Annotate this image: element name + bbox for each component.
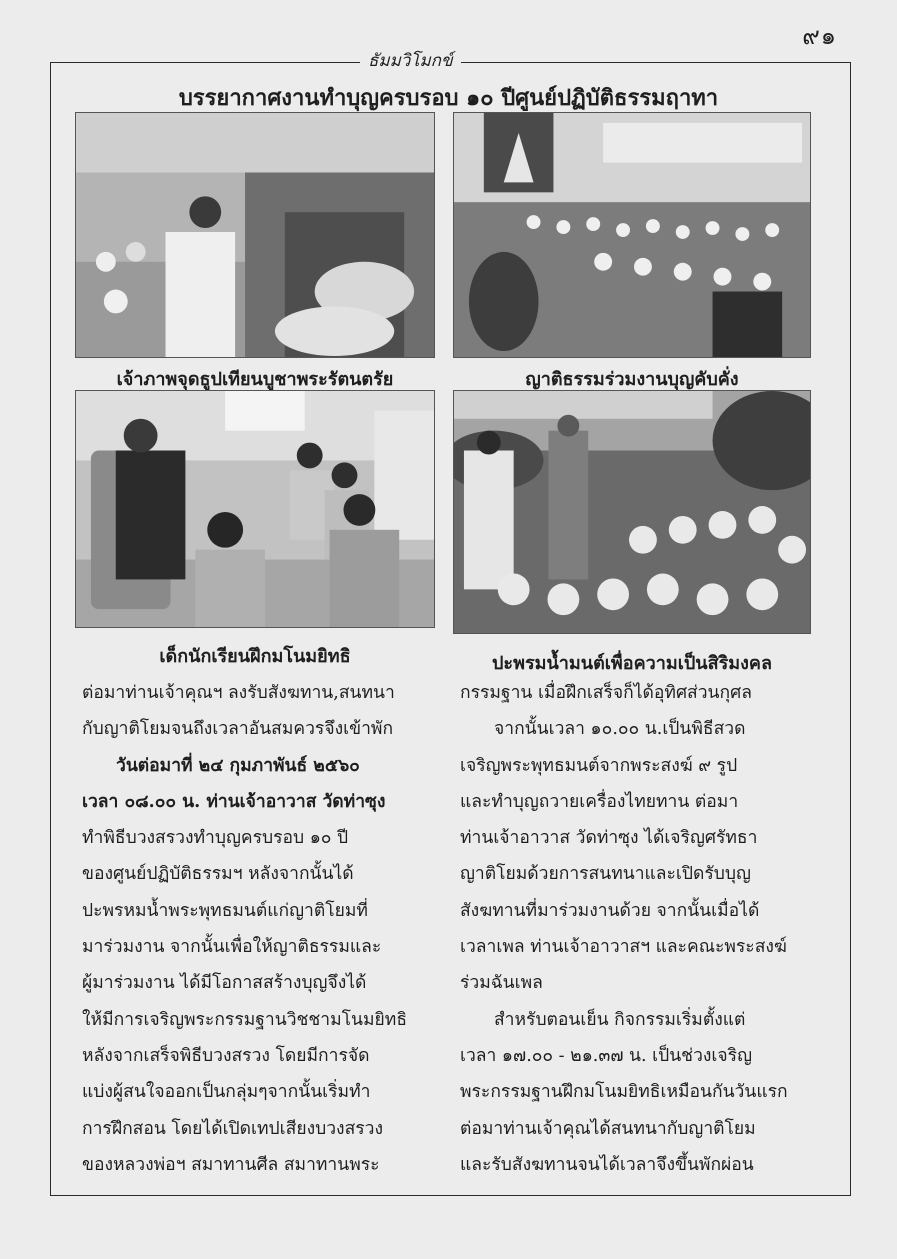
right-line: และทำบุญถวายเครื่องไทยทาน ต่อมา [460, 791, 739, 812]
photo-students-meditation [75, 390, 435, 628]
right-line: ร่วมฉันเพล [460, 973, 543, 994]
right-line: และรับสังฆทานจนได้เวลาจึงขึ้นพักผ่อน [460, 1154, 754, 1175]
right-line: พระกรรมฐานฝึกมโนมยิทธิเหมือนกันวันแรก [460, 1082, 788, 1103]
caption-photo-3: เด็กนักเรียนฝึกมโนมยิทธิ [159, 646, 351, 667]
left-line: กับญาติโยมจนถึงเวลาอันสมควรจึงเข้าพัก [82, 719, 394, 740]
caption-photo-1: เจ้าภาพจุดธูปเทียนบูชาพระรัตนตรัย [116, 369, 394, 390]
right-line: เวลาเพล ท่านเจ้าอาวาสฯ และคณะพระสงฆ์ [460, 937, 787, 958]
left-line: ต่อมาท่านเจ้าคุณฯ ลงรับสังฆทาน,สนทนา [82, 683, 395, 703]
photo-lighting-candles [75, 112, 435, 358]
right-line: สังฆทานที่มาร่วมงานด้วย จากนั้นเมื่อได้ [460, 900, 760, 921]
running-head: ธัมมวิโมกข์ [360, 47, 461, 74]
photo-sprinkling-holy-water [453, 390, 811, 634]
right-line: สำหรับตอนเย็น กิจกรรมเริ่มตั้งแต่ [494, 1009, 746, 1030]
article-title: บรรยากาศงานทำบุญครบรอบ ๑๐ ปีศูนย์ปฏิบัติธรรมฤาทา [178, 85, 719, 111]
right-text-column [460, 675, 812, 1183]
right-line: ต่อมาท่านเจ้าคุณได้สนทนากับญาติโยม [460, 1118, 756, 1139]
left-line: มาร่วมงาน จากนั้นเพื่อให้ญาติธรรมและ [82, 937, 382, 958]
left-line: ปะพรหมน้ำพระพุทธมนต์แก่ญาติโยมที่ [82, 900, 368, 921]
left-line: การฝึกสอน โดยได้เปิดเทปเสียงบวงสรวง [82, 1118, 384, 1139]
photo-crowd-hall [453, 112, 811, 358]
left-line: เวลา ๐๘.๐๐ น. ท่านเจ้าอาวาส วัดท่าซุง [82, 791, 386, 812]
caption-photo-2: ญาติธรรมร่วมงานบุญคับคั่ง [525, 369, 739, 390]
left-line: แบ่งผู้สนใจออกเป็นกลุ่มๆจากนั้นเริ่มทำ [82, 1082, 371, 1103]
left-line: ผู้มาร่วมงาน ได้มีโอกาสสร้างบุญจึงได้ [82, 973, 367, 994]
right-line: ท่านเจ้าอาวาส วัดท่าซุง ได้เจริญศรัทธา [460, 828, 758, 849]
left-line: หลังจากเสร็จพิธีบวงสรวง โดยมีการจัด [82, 1045, 370, 1066]
right-line: เวลา ๑๗.๐๐ - ๒๑.๓๗ น. เป็นช่วงเจริญ [460, 1045, 752, 1066]
left-line: ทำพิธีบวงสรวงทำบุญครบรอบ ๑๐ ปี [82, 828, 349, 849]
left-line: ของศูนย์ปฏิบัติธรรมฯ หลังจากนั้นได้ [82, 864, 354, 885]
page-number: ๙๑ [802, 22, 837, 50]
left-line: ของหลวงพ่อฯ สมาทานศีล สมาทานพระ [82, 1154, 380, 1175]
right-line: เจริญพระพุทธมนต์จากพระสงฆ์ ๙ รูป [460, 755, 738, 776]
right-line: จากนั้นเวลา ๑๐.๐๐ น.เป็นพิธีสวด [494, 719, 746, 740]
right-line: กรรมฐาน เมื่อฝึกเสร็จก็ได้อุทิศส่วนกุศล [460, 683, 752, 703]
caption-photo-4: ปะพรมน้ำมนต์เพื่อความเป็นสิริมงคล [492, 653, 772, 674]
left-line: วันต่อมาที่ ๒๔ กุมภาพันธ์ ๒๕๖๐ [116, 755, 360, 776]
left-line: ให้มีการเจริญพระกรรมฐานวิชชามโนมยิทธิ [82, 1009, 408, 1030]
right-line: ญาติโยมด้วยการสนทนาและเปิดรับบุญ [460, 864, 751, 885]
left-text-column [82, 675, 434, 1183]
